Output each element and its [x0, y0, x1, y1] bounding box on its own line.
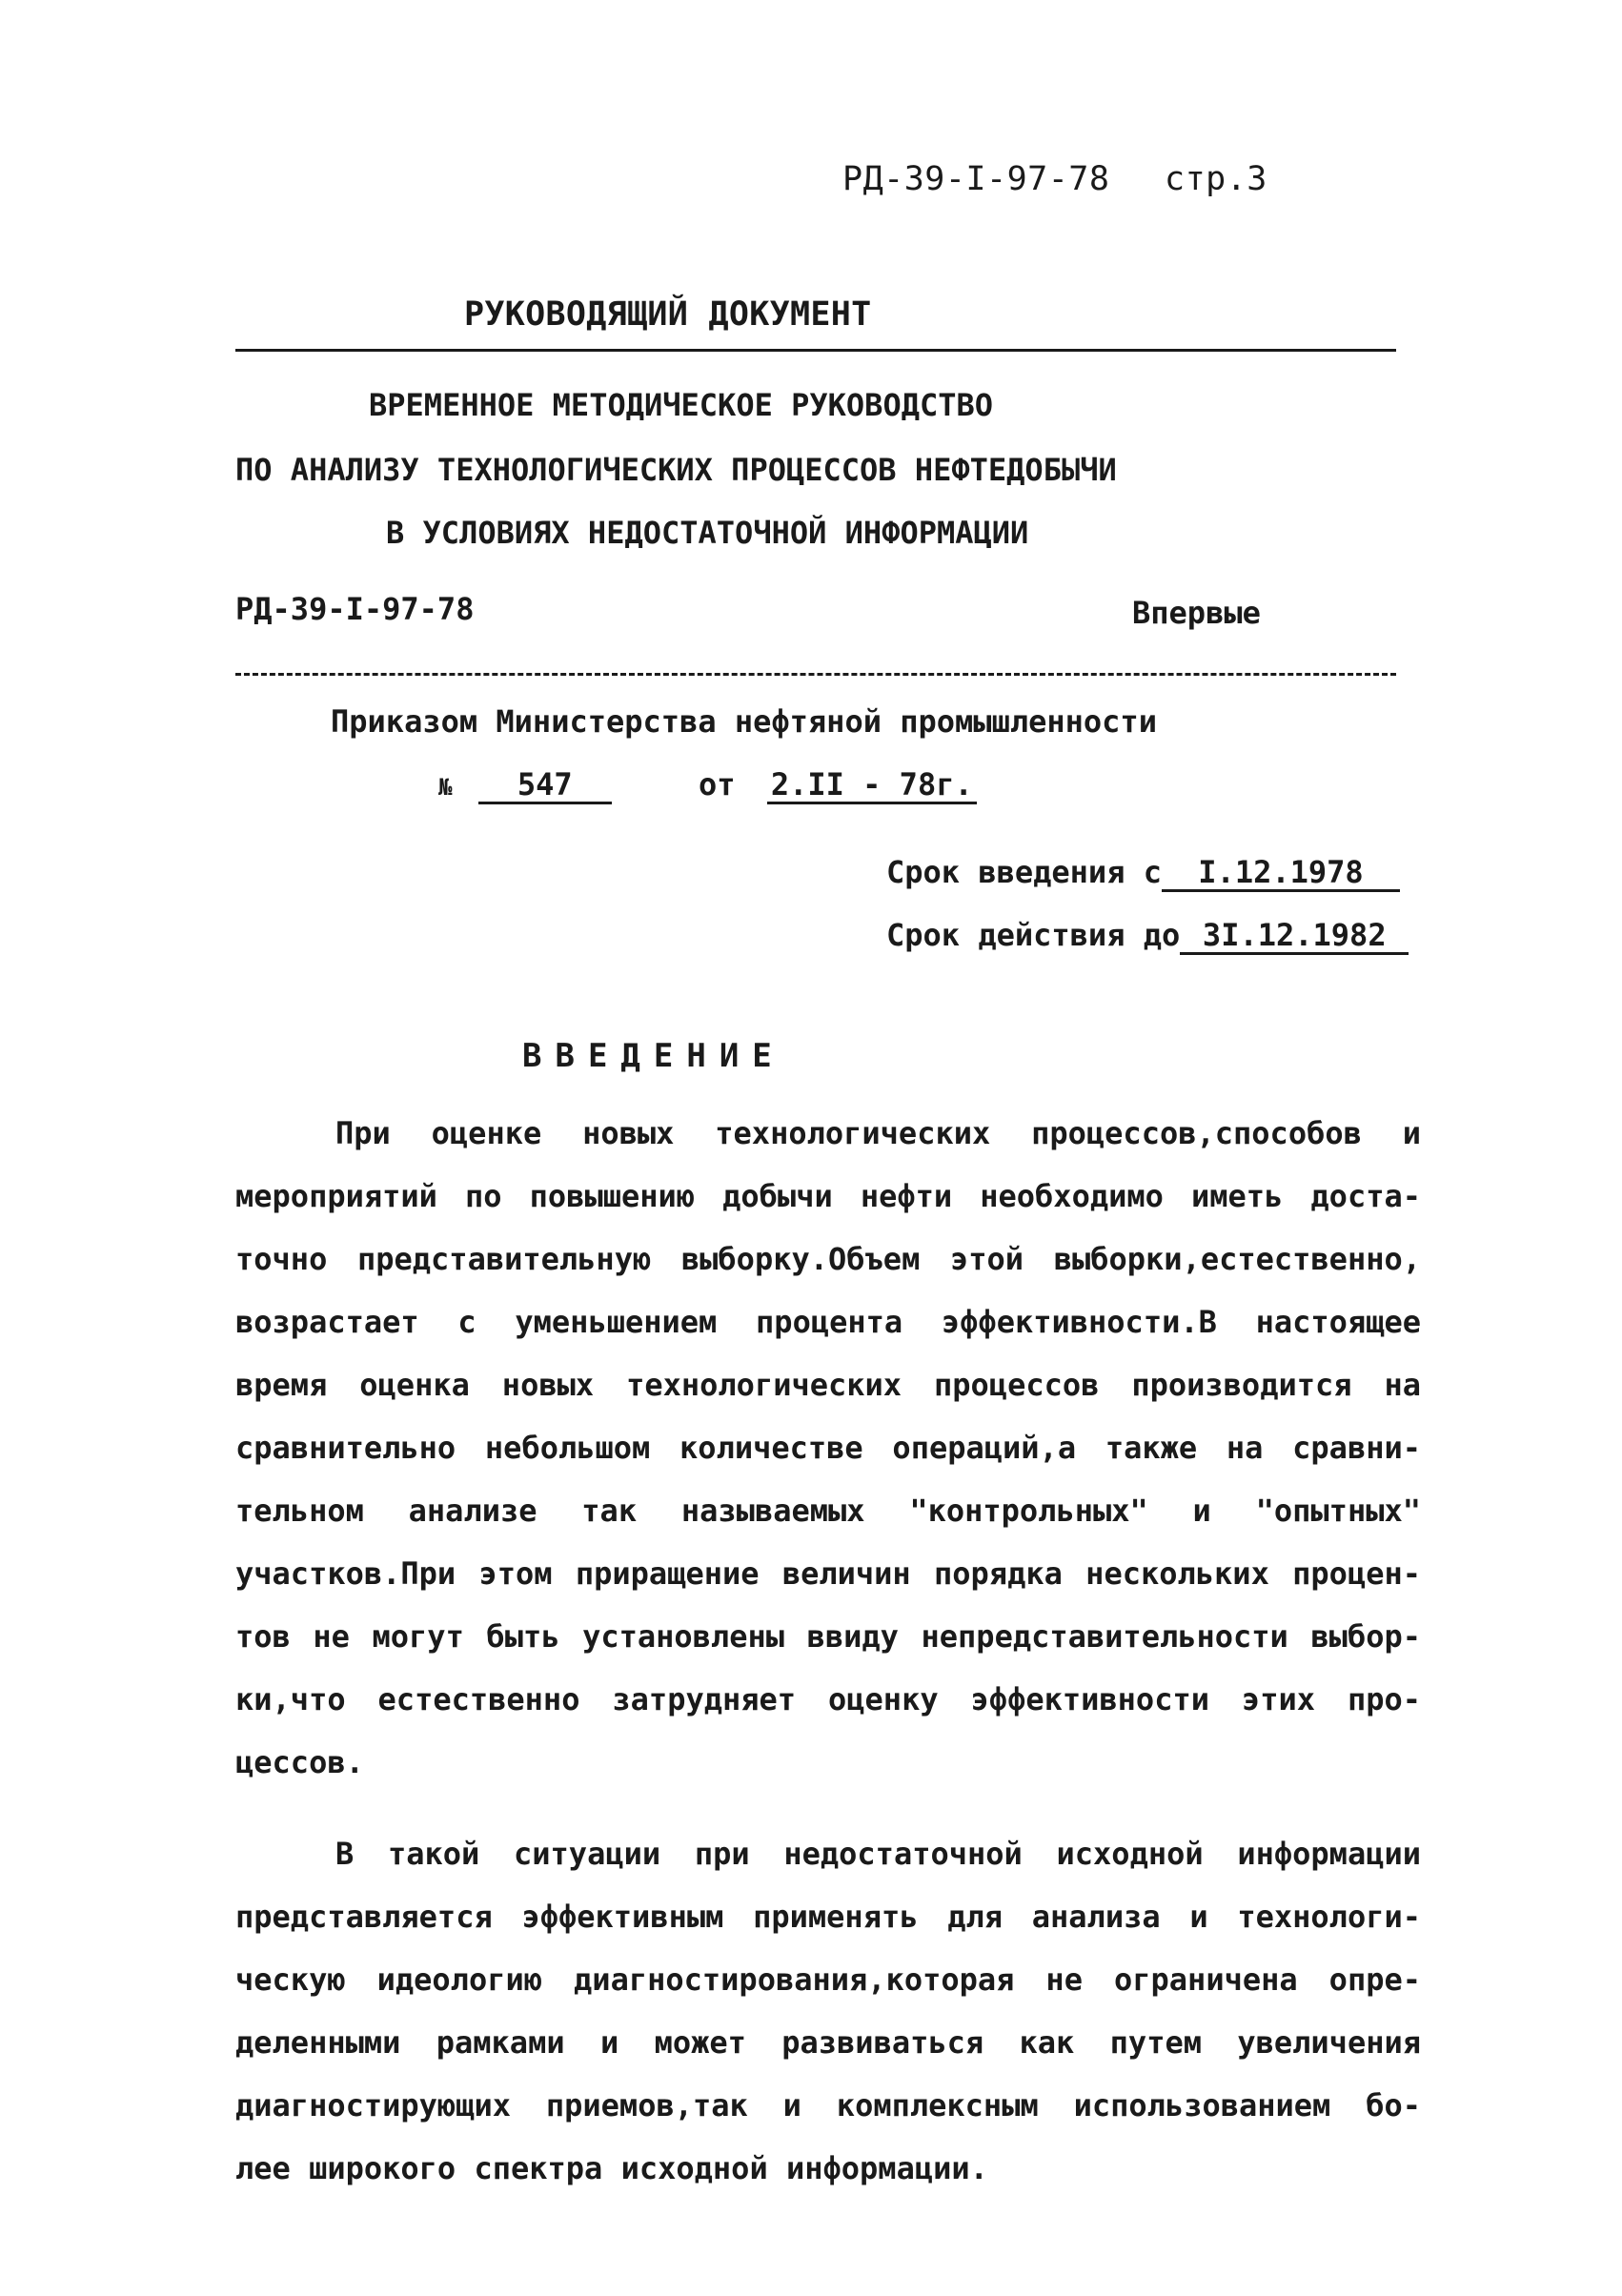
valid-date-value: 3I.12.1982: [1180, 920, 1409, 955]
paragraph-2-line: представляется эффективным применять для анализа и технологи-: [235, 1899, 1421, 1935]
order-number-row: [438, 766, 977, 804]
paragraph-1-line: При оценке новых технологических процессов,способов и: [335, 1115, 1421, 1151]
paragraph-1-line: мероприятий по повышению добычи нефти необходимо иметь доста-: [235, 1178, 1421, 1214]
paragraph-2-line: деленными рамками и может развиваться как путем увеличения: [235, 2024, 1421, 2061]
intro-date-label: Срок введения с: [886, 854, 1162, 890]
valid-date-row: [886, 917, 1409, 955]
paragraph-2-line: В такой ситуации при недостаточной исходной информации: [335, 1836, 1421, 1872]
paragraph-1-line: точно представительную выборку.Объем этой выборки,естественно,: [235, 1241, 1421, 1277]
order-line: Приказом Министерства нефтяной промышленности: [331, 703, 1157, 740]
doc-number: РД-39-I-97-78: [235, 591, 475, 627]
number-sign: №: [438, 774, 453, 801]
paragraph-2-line: ческую идеологию диагностирования,которая не ограничена опре-: [235, 1961, 1421, 1998]
header-doc-code: РД-39-I-97-78: [842, 160, 1110, 198]
title-line-3: В УСЛОВИЯХ НЕДОСТАТОЧНОЙ ИНФОРМАЦИИ: [386, 515, 1029, 551]
valid-date-label: Срок действия до: [886, 917, 1181, 953]
paragraph-1-line: тов не могут быть установлены ввиду непредставительности выбор-: [235, 1618, 1421, 1655]
middle-rule: [235, 673, 1396, 676]
paragraph-2-line: лее широкого спектра исходной информации.: [235, 2150, 988, 2186]
document-type: РУКОВОДЯЩИЙ ДОКУМЕНТ: [464, 295, 872, 334]
paragraph-1-line: цессов.: [235, 1744, 364, 1780]
edition-label: Впервые: [1132, 595, 1261, 631]
title-line-2: ПО АНАЛИЗУ ТЕХНОЛОГИЧЕСКИХ ПРОЦЕССОВ НЕФТЕДОБЫЧИ: [235, 452, 1117, 488]
paragraph-1-line: сравнительно небольшом количестве операций,а также на сравни-: [235, 1430, 1421, 1466]
paragraph-1-line: участков.При этом приращение величин порядка нескольких процен-: [235, 1555, 1421, 1592]
paragraph-1-line: время оценка новых технологических процессов производится на: [235, 1367, 1421, 1403]
order-date-prefix: от: [698, 766, 736, 803]
page-number: стр.3: [1165, 160, 1267, 198]
paragraph-1-line: тельном анализе так называемых "контрольных" и "опытных": [235, 1493, 1421, 1529]
section-heading: ВВЕДЕНИЕ: [522, 1037, 785, 1075]
paragraph-1-line: ки,что естественно затрудняет оценку эффективности этих про-: [235, 1681, 1421, 1717]
top-rule: [235, 349, 1396, 352]
title-line-1: ВРЕМЕННОЕ МЕТОДИЧЕСКОЕ РУКОВОДСТВО: [369, 387, 994, 423]
paragraph-1-line: возрастает с уменьшением процента эффективности.В настоящее: [235, 1304, 1421, 1340]
order-number: 547: [478, 769, 612, 804]
paragraph-2-line: диагностирующих приемов,так и комплексным использованием бо-: [235, 2087, 1421, 2123]
intro-date-row: [886, 854, 1400, 892]
order-date: 2.II - 78г.: [767, 769, 977, 804]
intro-date-value: I.12.1978: [1162, 857, 1400, 892]
